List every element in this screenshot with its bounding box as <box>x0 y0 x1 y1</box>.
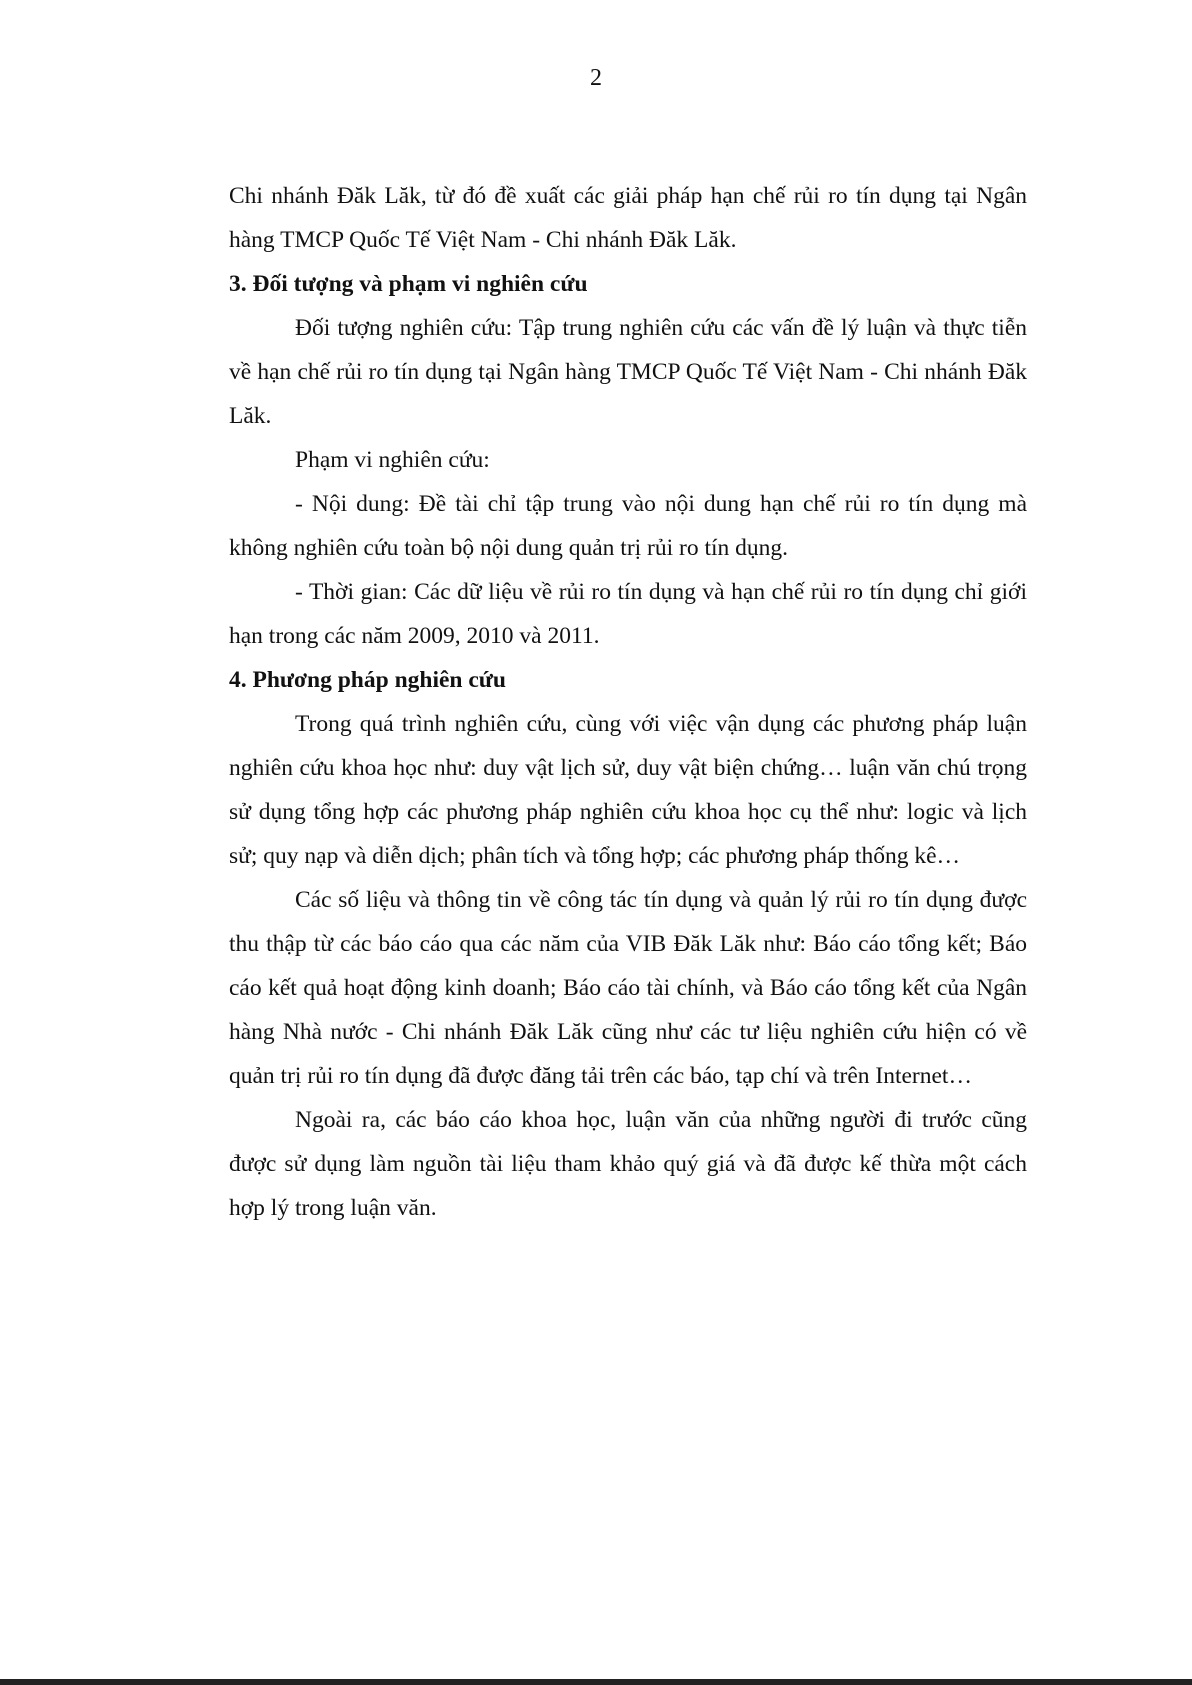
paragraph-continuation: Chi nhánh Đăk Lăk, từ đó đề xuất các giải pháp hạn chế rủi ro tín dụng tại Ngân hàng TMCP Quốc Tế Việt Nam - Chi nhánh Đăk Lăk. <box>229 183 1027 253</box>
bottom-edge-divider <box>0 1679 1192 1685</box>
paragraph-research-scope: Phạm vi nghiên cứu: <box>295 447 490 473</box>
paragraph-scope-content: - Nội dung: Đề tài chỉ tập trung vào nội dung hạn chế rủi ro tín dụng mà không nghiên cứu toàn bộ nội dung quản trị rủi ro tín dụng. <box>229 491 1027 561</box>
paragraph-references: Ngoài ra, các báo cáo khoa học, luận văn của những người đi trước cũng được sử dụng làm nguồn tài liệu tham khảo quý giá và đã được kế thừa một cách hợp lý trong luận văn. <box>229 1107 1027 1221</box>
paragraph-research-object: Đối tượng nghiên cứu: Tập trung nghiên cứu các vấn đề lý luận và thực tiễn về hạn chế rủi ro tín dụng tại Ngân hàng TMCP Quốc Tế Việt Nam - Chi nhánh Đăk Lăk. <box>229 315 1027 429</box>
section-heading-3: 3. Đối tượng và phạm vi nghiên cứu <box>229 271 588 297</box>
paragraph-methodology: Trong quá trình nghiên cứu, cùng với việc vận dụng các phương pháp luận nghiên cứu khoa học như: duy vật lịch sử, duy vật biện chứng… luận văn chú trọng sử dụng tổng hợp các phương pháp nghiên cứu khoa học cụ thể như: logic và lịch sử; quy nạp và diễn dịch; phân tích và tổng hợp; các phương pháp thống kê… <box>229 711 1027 869</box>
paragraph-data-sources: Các số liệu và thông tin về công tác tín dụng và quản lý rủi ro tín dụng được thu thập từ các báo cáo qua các năm của VIB Đăk Lăk như: Báo cáo tổng kết; Báo cáo kết quả hoạt động kinh doanh; Báo cáo tài chính, và Báo cáo tổng kết của Ngân hàng Nhà nước - Chi nhánh Đăk Lăk cũng như các tư liệu nghiên cứu hiện có về quản trị rủi ro tín dụng đã được đăng tải trên các báo, tạp chí và trên Internet… <box>229 887 1027 1089</box>
paragraph-scope-time: - Thời gian: Các dữ liệu về rủi ro tín dụng và hạn chế rủi ro tín dụng chỉ giới hạn trong các năm 2009, 2010 và 2011. <box>229 579 1027 649</box>
section-heading-4: 4. Phương pháp nghiên cứu <box>229 667 506 693</box>
page-number: 2 <box>590 65 602 91</box>
document-body <box>229 174 1027 1230</box>
